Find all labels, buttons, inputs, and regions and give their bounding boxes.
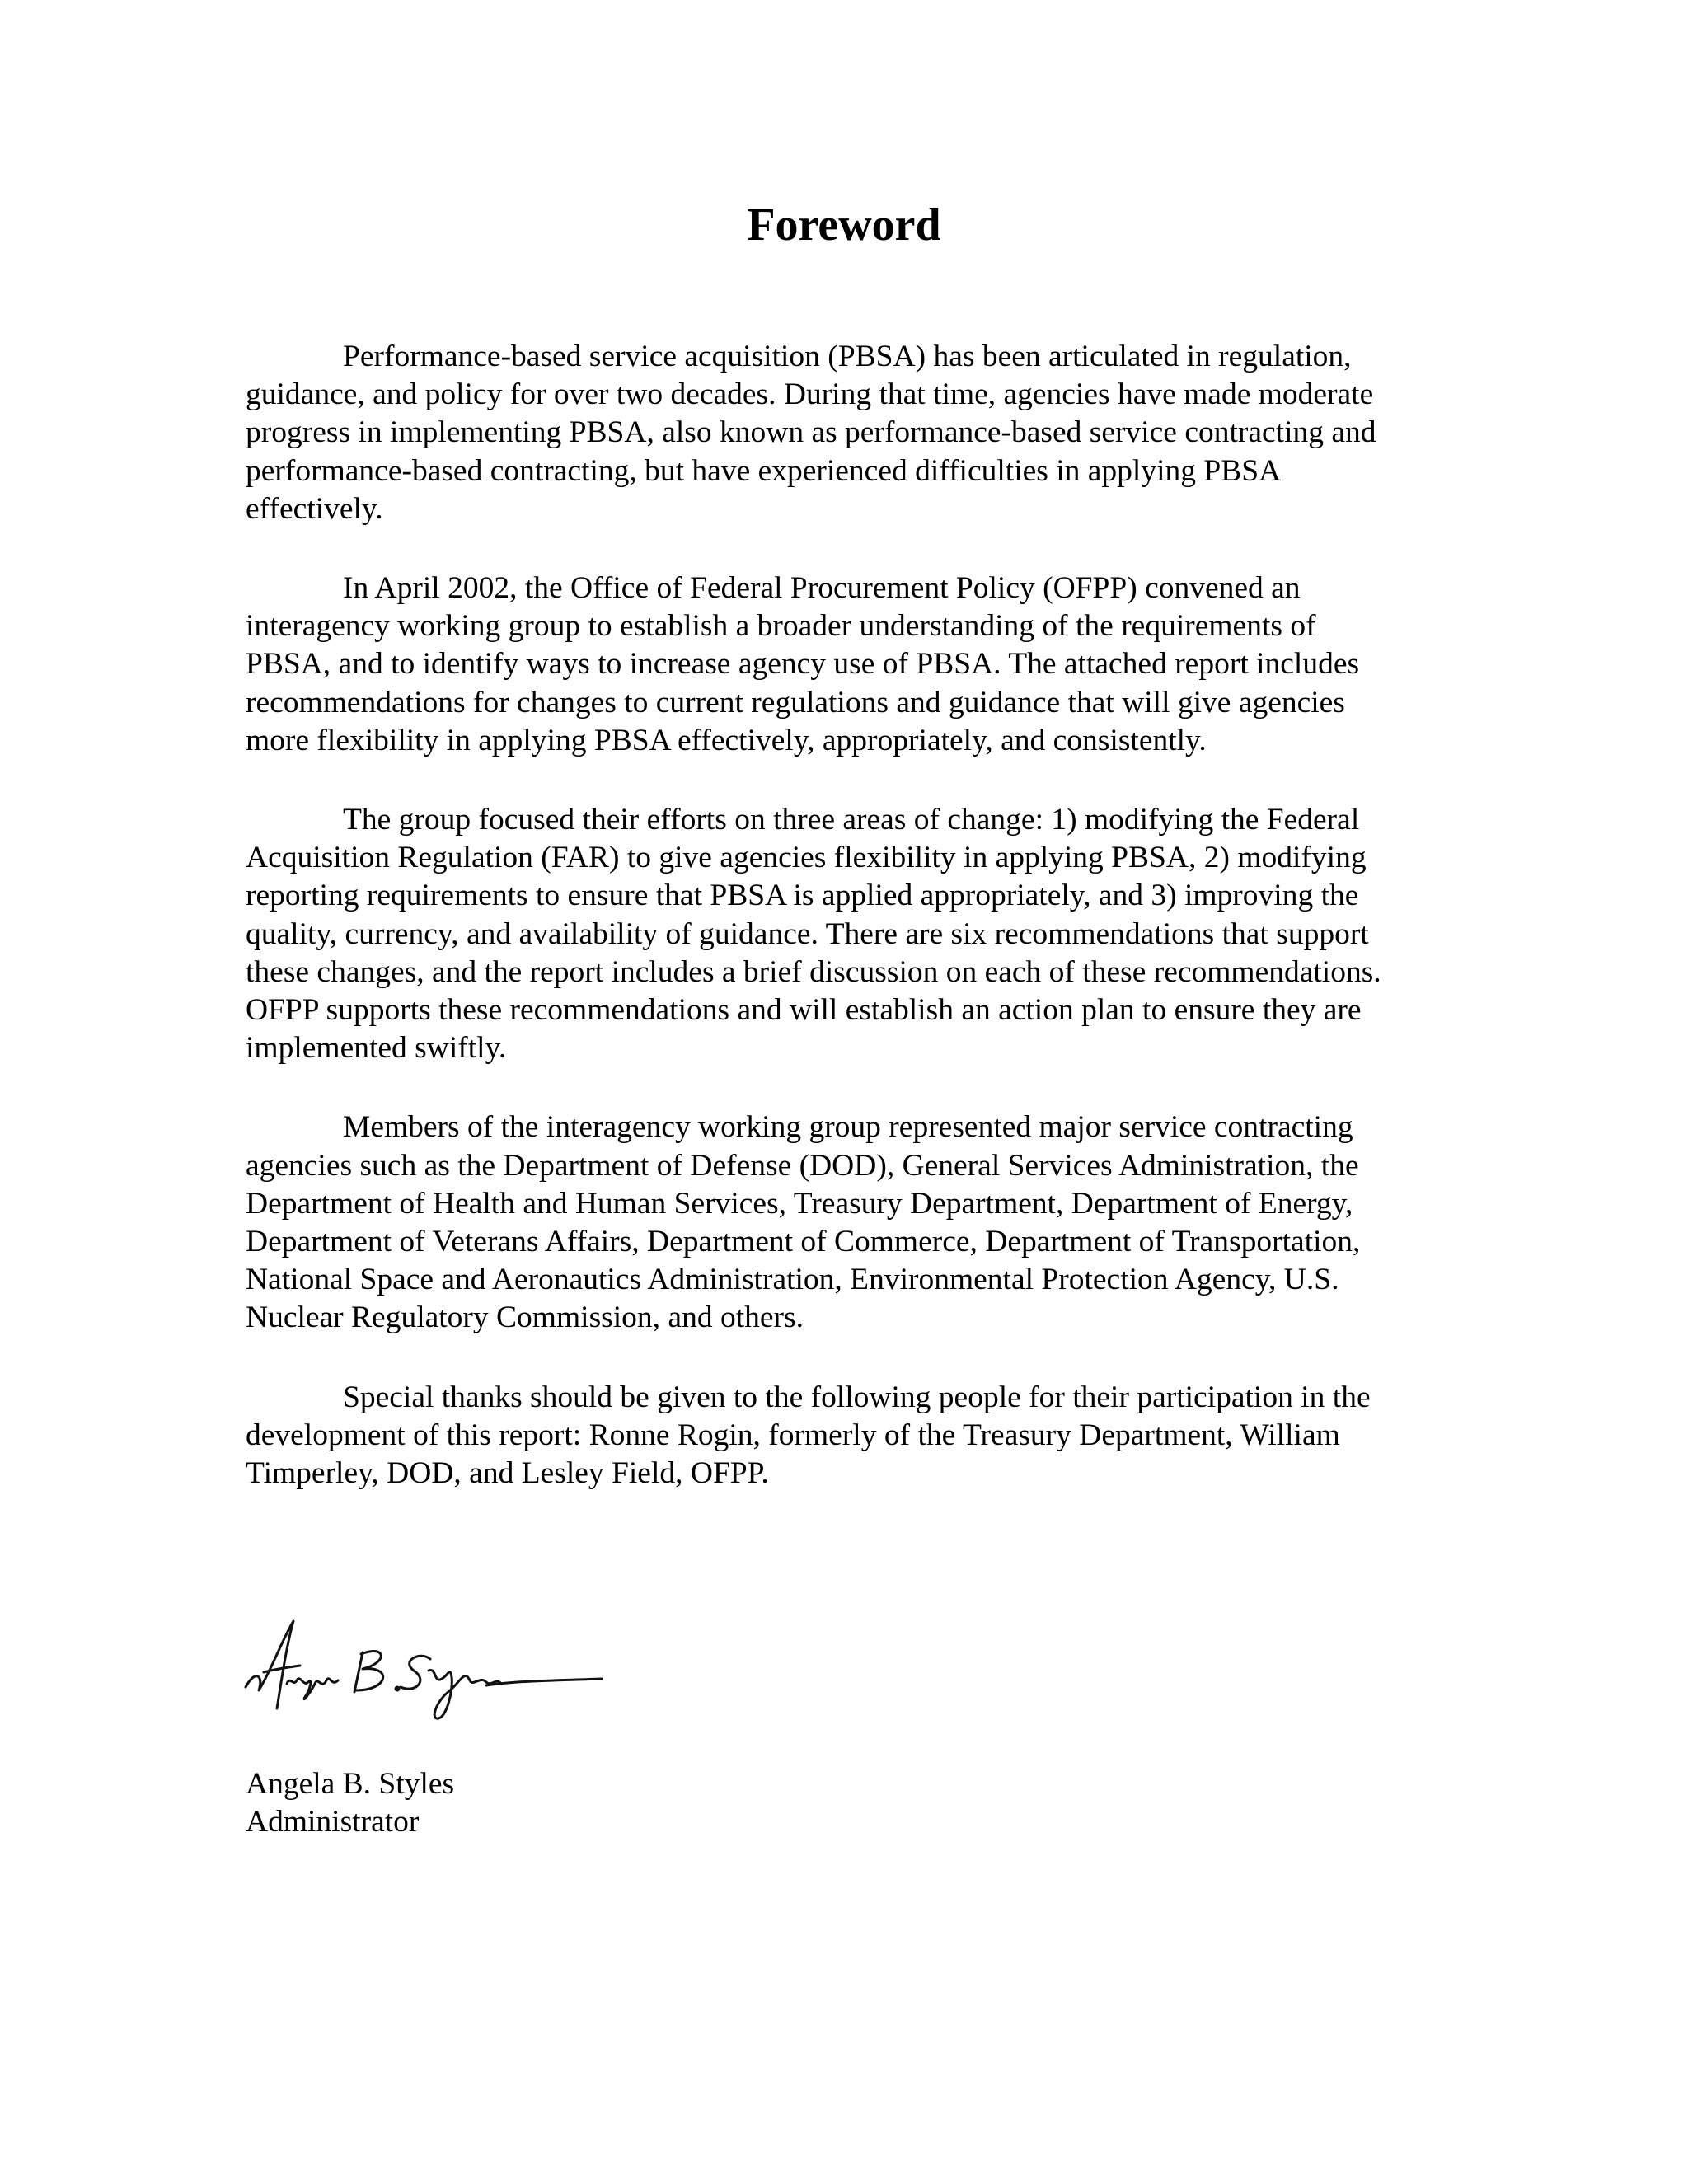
paragraph-special-thanks: Special thanks should be given to the following people for their participation in the development of this report: Ronne Rogin, formerly of the Treasury Department, William Timperley, DOD, and Lesley Field, OFPP. — [246, 1380, 1371, 1491]
paragraph-working-group: In April 2002, the Office of Federal Procurement Policy (OFPP) convened an interagency working group to establish a broader understanding of the requirements of PBSA, and to identify ways to increase agency use of PBSA. The attached report includes recommendations for changes to current regulations and guidance that will give agencies more flexibility in applying PBSA effectively, appropriately, and consistently. — [246, 571, 1360, 757]
paragraph-members: Members of the interagency working group represented major service contracting agencies such as the Department of Defense (DOD), General Services Administration, the Department of Health and Human Services, Treasury Department, Department of Energy, Department of Veterans Affairs, Department of Commerce, Department of Transportation, National Space and Aeronautics Administration, Environmental Protection Agency, U.S. Nuclear Regulatory Commission, and others. — [246, 1110, 1361, 1335]
signer-title: Administrator — [246, 1805, 420, 1839]
page-title: Foreword — [747, 199, 941, 251]
signature-block — [246, 1765, 454, 1841]
paragraph-areas-of-change: The group focused their efforts on three areas of change: 1) modifying the Federal Acquisition Regulation (FAR) to give agencies flexibility in applying PBSA, 2) modifying reporting requirements to ensure that PBSA is applied appropriately, and 3) improving the quality, currency, and availability of guidance. There are six recommendations that support these changes, and the report includes a brief discussion on each of these recommendations. OFPP supports these recommendations and will establish an action plan to ensure they are implemented swiftly. — [246, 803, 1381, 1066]
paragraph-pbsa-intro: Performance-based service acquisition (PBSA) has been articulated in regulation, guidance, and policy for over two decades. During that time, agencies have made moderate progress in implementing PBSA, also known as performance-based service contracting and performance-based contracting, but have experienced difficulties in applying PBSA effectively. — [246, 340, 1376, 526]
handwritten-signature — [239, 1611, 618, 1735]
foreword-body — [246, 338, 1465, 1534]
signer-name: Angela B. Styles — [246, 1767, 455, 1801]
